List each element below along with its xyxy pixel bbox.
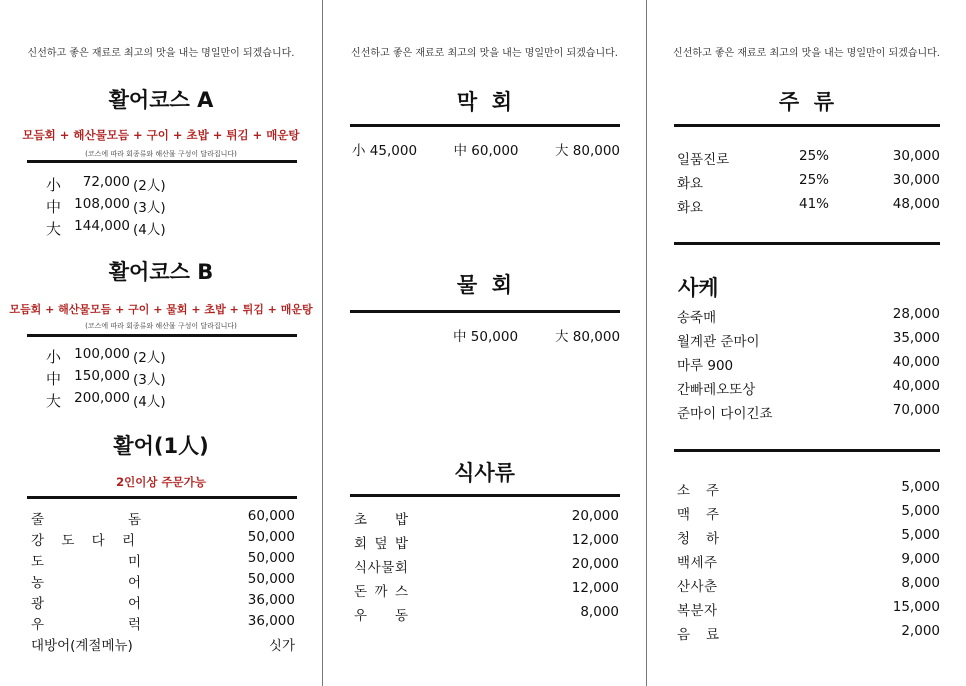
- item-name-part: 분: [690, 603, 704, 619]
- course-b-title: 활어코스 B: [108, 260, 214, 284]
- item-price: 5,000: [901, 527, 940, 543]
- sake-name: 준마이 다이긴죠: [677, 406, 773, 422]
- item-name-part: 미: [127, 554, 141, 570]
- tagline: 신선하고 좋은 재료로 최고의 맛을 내는 명일만이 되겠습니다.: [351, 48, 618, 59]
- size-label: 中: [46, 370, 62, 388]
- course-a-items: 모듬회 + 해산물모듬 + 구이 + 초밥 + 튀김 + 매운탕: [22, 128, 300, 142]
- list-item: [677, 527, 719, 547]
- item-name-part: 회: [394, 560, 408, 576]
- item-name-part: 다: [91, 533, 105, 549]
- makhoe-price-medium: 中 60,000: [453, 143, 519, 159]
- item-price: 28,000: [892, 306, 940, 322]
- item-name-part: 밥: [394, 536, 408, 552]
- item-name-part: 우: [31, 617, 45, 633]
- item-name-part: 료: [705, 627, 719, 643]
- item-price: 9,000: [901, 551, 940, 567]
- item-price: 70,000: [892, 402, 940, 418]
- menu-panel-courses: [0, 0, 322, 686]
- item-price: 40,000: [892, 378, 940, 394]
- item-price: 15,000: [892, 599, 940, 615]
- list-item: [354, 532, 408, 552]
- course-price: 100,000: [74, 346, 130, 362]
- list-item: [354, 604, 408, 624]
- divider: [350, 124, 620, 127]
- liquor-abv: 25%: [799, 172, 830, 188]
- item-name-part: 맥: [677, 507, 691, 523]
- item-price: 8,000: [580, 604, 619, 620]
- course-price: 144,000: [74, 218, 130, 234]
- item-name-part: 돔: [127, 512, 141, 528]
- sake-title: 사케: [678, 276, 719, 300]
- item-price: 30,000: [892, 148, 940, 164]
- item-name-part: 까: [374, 584, 388, 600]
- meals-title: 식사류: [454, 461, 515, 485]
- sake-name: 마루 900: [677, 358, 734, 374]
- liquor-name: 화요: [677, 200, 704, 216]
- list-item: [677, 479, 719, 499]
- mulhoe-title: 물 회: [456, 273, 513, 297]
- item-price: 30,000: [892, 172, 940, 188]
- divider: [674, 449, 940, 452]
- list-item: [31, 613, 141, 633]
- item-price: 36,000: [247, 613, 295, 629]
- people-count: (4人): [133, 394, 166, 410]
- makhoe-price-small: 小 45,000: [352, 143, 418, 159]
- tagline: 신선하고 좋은 재료로 최고의 맛을 내는 명일만이 되겠습니다.: [673, 48, 940, 59]
- list-item: [354, 556, 408, 576]
- item-price: 50,000: [247, 550, 295, 566]
- divider: [27, 160, 297, 163]
- mulhoe-price-large: 大 80,000: [555, 329, 621, 345]
- makhoe-prices: [352, 139, 620, 159]
- item-name-part: 동: [394, 608, 408, 624]
- size-label: 小: [46, 176, 62, 194]
- divider: [350, 310, 620, 313]
- item-name-part: 농: [31, 575, 45, 591]
- tagline: 신선하고 좋은 재료로 최고의 맛을 내는 명일만이 되겠습니다.: [27, 48, 295, 59]
- list-item: [31, 571, 141, 591]
- item-price: 40,000: [892, 354, 940, 370]
- fish-subtitle: 2인이상 주문가능: [116, 475, 206, 489]
- list-item: [31, 634, 171, 654]
- item-price: 60,000: [247, 508, 295, 524]
- list-item: [354, 580, 408, 600]
- people-count: (2人): [133, 350, 166, 366]
- item-name-part: 어: [127, 575, 141, 591]
- liquor-abv: 25%: [799, 148, 830, 164]
- item-price: 36,000: [247, 592, 295, 608]
- menu-panel-hoe: [323, 0, 646, 686]
- size-label: 大: [46, 392, 62, 410]
- item-name-part: 초: [354, 512, 368, 528]
- course-price: 200,000: [74, 390, 130, 406]
- item-price: 5,000: [901, 503, 940, 519]
- divider: [674, 124, 940, 127]
- list-item: [677, 623, 719, 643]
- item-name-part: 산: [677, 579, 691, 595]
- people-count: (2人): [133, 178, 166, 194]
- course-price: 72,000: [82, 174, 130, 190]
- item-name-part: 회: [354, 536, 368, 552]
- item-price: 12,000: [571, 580, 619, 596]
- list-item: [677, 599, 717, 619]
- course-a-title: 활어코스 A: [108, 88, 214, 112]
- course-a-note: (코스에 따라 회종류와 해산물 구성이 달라집니다): [85, 150, 237, 158]
- list-item: [354, 508, 408, 528]
- item-price: 48,000: [892, 196, 940, 212]
- sake-name: 간빠레오또상: [677, 382, 756, 398]
- item-name-part: 소: [677, 483, 691, 499]
- item-name-part: 주: [705, 507, 719, 523]
- liquor-name: 일품진로: [677, 152, 730, 168]
- item-name-part: 복: [677, 603, 691, 619]
- course-price: 150,000: [74, 368, 130, 384]
- item-price: 20,000: [571, 508, 619, 524]
- divider: [27, 496, 297, 499]
- makhoe-price-large: 大 80,000: [554, 143, 620, 159]
- people-count: (3人): [133, 200, 166, 216]
- item-name-part: 강: [31, 533, 45, 549]
- course-b-items: 모듬회 + 해산물모듬 + 구이 + 물회 + 초밥 + 튀김 + 매운탕: [9, 303, 313, 316]
- item-price: 싯가: [268, 638, 295, 654]
- item-name-part: 물: [381, 560, 395, 576]
- item-name-part: 리: [121, 533, 135, 549]
- item-price: 5,000: [901, 479, 940, 495]
- size-label: 小: [46, 348, 62, 366]
- sake-name: 월계관 준마이: [677, 334, 760, 350]
- item-name-part: 우: [354, 608, 368, 624]
- fish-title: 활어(1人): [113, 434, 209, 458]
- item-price: 50,000: [247, 529, 295, 545]
- item-name-part: 덮: [374, 536, 388, 552]
- list-item: [31, 529, 135, 549]
- list-item: [677, 575, 717, 595]
- size-label: 大: [46, 220, 62, 238]
- mulhoe-price-medium: 中 50,000: [453, 329, 519, 345]
- item-name-part: 대방어(계절메뉴): [31, 638, 133, 654]
- liquor-name: 화요: [677, 176, 704, 192]
- item-price: 8,000: [901, 575, 940, 591]
- list-item: [677, 503, 719, 523]
- item-price: 50,000: [247, 571, 295, 587]
- item-name-part: 럭: [127, 617, 141, 633]
- item-price: 35,000: [892, 330, 940, 346]
- item-name-part: 음: [677, 627, 691, 643]
- item-name-part: 주: [705, 483, 719, 499]
- makhoe-title: 막 회: [456, 90, 513, 114]
- item-price: 20,000: [571, 556, 619, 572]
- sake-name: 송죽매: [677, 310, 717, 326]
- people-count: (4人): [133, 222, 166, 238]
- item-name-part: 하: [705, 531, 719, 547]
- size-label: 中: [46, 198, 62, 216]
- list-item: [31, 550, 141, 570]
- item-name-part: 광: [31, 596, 45, 612]
- item-name-part: 식: [354, 560, 368, 576]
- item-name-part: 사: [367, 560, 381, 576]
- item-name-part: 청: [677, 531, 691, 547]
- divider: [674, 242, 940, 245]
- item-name-part: 백: [677, 555, 691, 571]
- item-name-part: 줄: [31, 512, 45, 528]
- menu-panel-drinks: [647, 0, 966, 686]
- item-name-part: 밥: [394, 512, 408, 528]
- item-price: 2,000: [901, 623, 940, 639]
- people-count: (3人): [133, 372, 166, 388]
- item-name-part: 사: [690, 579, 704, 595]
- course-price: 108,000: [74, 196, 130, 212]
- divider: [27, 334, 297, 337]
- liquor-abv: 41%: [799, 196, 830, 212]
- item-name-part: 도: [31, 554, 45, 570]
- list-item: [31, 592, 141, 612]
- list-item: [677, 551, 717, 571]
- item-name-part: 주: [703, 555, 717, 571]
- item-name-part: 어: [127, 596, 141, 612]
- course-b-note: (코스에 따라 회종류와 해산물 구성이 달라집니다): [85, 322, 237, 330]
- item-name-part: 세: [690, 555, 704, 571]
- item-name-part: 스: [394, 584, 408, 600]
- item-name-part: 춘: [703, 579, 717, 595]
- item-name-part: 자: [703, 603, 717, 619]
- item-name-part: 도: [61, 533, 75, 549]
- item-price: 12,000: [571, 532, 619, 548]
- liquor-title: 주 류: [778, 90, 835, 114]
- divider: [350, 494, 620, 497]
- list-item: [31, 508, 141, 528]
- item-name-part: 돈: [354, 584, 368, 600]
